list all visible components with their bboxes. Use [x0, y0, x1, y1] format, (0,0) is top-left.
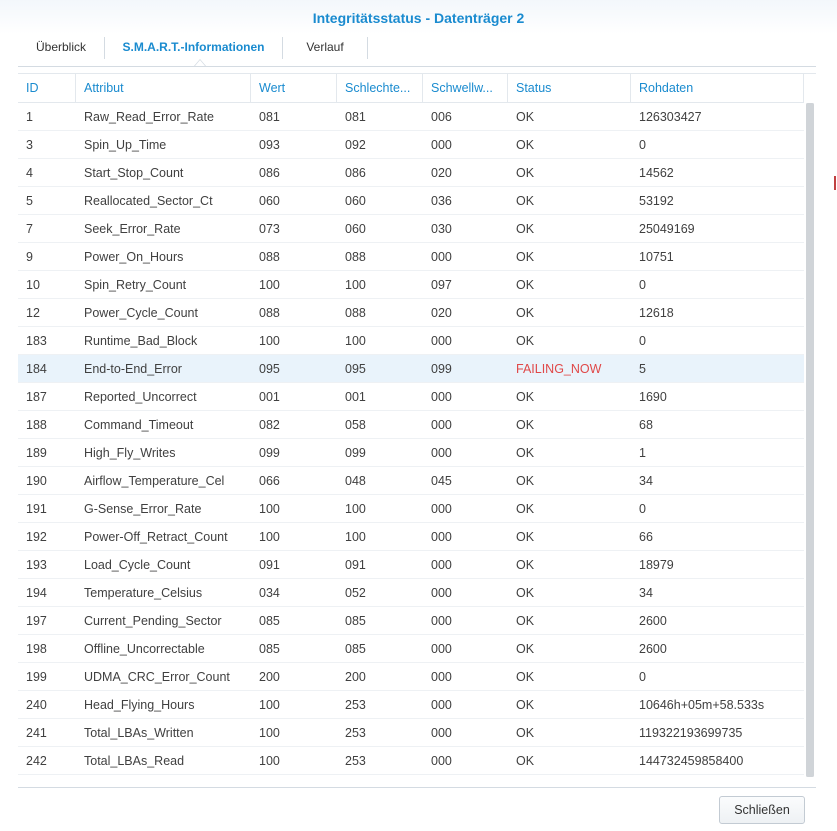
column-header-threshold[interactable]: Schwellw...: [423, 74, 508, 102]
window-edge-marker: [834, 176, 836, 190]
cell-status: OK: [516, 166, 535, 180]
cell-attribute: Power_Cycle_Count: [84, 306, 198, 320]
cell-value: 095: [259, 362, 280, 376]
cell-raw-data: 18979: [639, 558, 674, 572]
cell-threshold: 000: [431, 726, 452, 740]
cell-threshold: 020: [431, 306, 452, 320]
cell-threshold: 000: [431, 698, 452, 712]
table-row[interactable]: [18, 439, 804, 467]
cell-status: OK: [516, 250, 535, 264]
cell-id: 194: [26, 586, 47, 600]
cell-status: OK: [516, 446, 535, 460]
cell-raw-data: 144732459858400: [639, 754, 744, 768]
cell-threshold: 000: [431, 446, 452, 460]
table-row[interactable]: [18, 467, 804, 495]
cell-status: OK: [516, 278, 535, 292]
cell-threshold: 000: [431, 502, 452, 516]
cell-raw-data: 0: [639, 278, 646, 292]
cell-raw-data: 119322193699735: [639, 726, 743, 740]
tab-separator: [367, 37, 368, 59]
cell-raw-data: 10751: [639, 250, 674, 264]
active-tab-indicator: [194, 59, 206, 66]
cell-attribute: Temperature_Celsius: [84, 586, 203, 600]
cell-attribute: Power_On_Hours: [84, 250, 184, 264]
cell-attribute: Total_LBAs_Read: [84, 754, 185, 768]
cell-attribute: Offline_Uncorrectable: [84, 642, 205, 656]
cell-id: 190: [26, 474, 47, 488]
cell-worst: 086: [345, 166, 366, 180]
cell-id: 183: [26, 334, 47, 348]
cell-threshold: 000: [431, 670, 452, 684]
cell-threshold: 000: [431, 250, 452, 264]
cell-threshold: 099: [431, 362, 452, 376]
column-header-raw-data[interactable]: Rohdaten: [631, 74, 804, 102]
vertical-scrollbar[interactable]: [806, 103, 814, 777]
cell-raw-data: 12618: [639, 306, 674, 320]
cell-worst: 048: [345, 474, 366, 488]
cell-status: OK: [516, 530, 535, 544]
table-row[interactable]: [18, 495, 804, 523]
column-header-status[interactable]: Status: [508, 74, 631, 102]
cell-attribute: Spin_Up_Time: [84, 138, 167, 152]
cell-status: OK: [516, 306, 535, 320]
cell-raw-data: 53192: [639, 194, 674, 208]
cell-id: 199: [26, 670, 47, 684]
cell-raw-data: 126303427: [639, 110, 702, 124]
cell-threshold: 000: [431, 334, 452, 348]
cell-worst: 099: [345, 446, 366, 460]
table-row[interactable]: [18, 747, 804, 775]
cell-worst: 088: [345, 250, 366, 264]
table-row[interactable]: [18, 579, 804, 607]
cell-value: 100: [259, 334, 280, 348]
cell-value: 073: [259, 222, 280, 236]
table-row[interactable]: [18, 411, 804, 439]
cell-worst: 100: [345, 278, 366, 292]
cell-status: OK: [516, 614, 535, 628]
cell-status: OK: [516, 754, 535, 768]
cell-value: 100: [259, 698, 280, 712]
cell-worst: 081: [345, 110, 366, 124]
cell-attribute: Command_Timeout: [84, 418, 194, 432]
cell-value: 100: [259, 278, 280, 292]
close-button[interactable]: Schließen: [719, 796, 805, 824]
cell-id: 4: [26, 166, 33, 180]
cell-worst: 001: [345, 390, 366, 404]
table-row[interactable]: [18, 635, 804, 663]
cell-id: 192: [26, 530, 47, 544]
cell-id: 1: [26, 110, 33, 124]
cell-raw-data: 1: [639, 446, 646, 460]
cell-attribute: Reallocated_Sector_Ct: [84, 194, 213, 208]
cell-threshold: 020: [431, 166, 452, 180]
cell-worst: 100: [345, 334, 366, 348]
cell-threshold: 006: [431, 110, 452, 124]
cell-status: OK: [516, 222, 535, 236]
cell-threshold: 000: [431, 418, 452, 432]
cell-attribute: Runtime_Bad_Block: [84, 334, 198, 348]
cell-value: 086: [259, 166, 280, 180]
table-row[interactable]: [18, 663, 804, 691]
cell-id: 9: [26, 250, 33, 264]
cell-threshold: 000: [431, 586, 452, 600]
cell-worst: 091: [345, 558, 366, 572]
cell-status: FAILING_NOW: [516, 362, 602, 376]
cell-worst: 088: [345, 306, 366, 320]
table-row[interactable]: [18, 159, 804, 187]
column-header-value[interactable]: Wert: [251, 74, 337, 102]
cell-id: 193: [26, 558, 47, 572]
cell-value: 100: [259, 502, 280, 516]
table-header: [18, 74, 804, 103]
table-row[interactable]: [18, 187, 804, 215]
cell-status: OK: [516, 558, 535, 572]
cell-threshold: 030: [431, 222, 452, 236]
cell-raw-data: 2600: [639, 614, 667, 628]
cell-raw-data: 25049169: [639, 222, 695, 236]
cell-status: OK: [516, 138, 535, 152]
cell-raw-data: 34: [639, 586, 653, 600]
table-row[interactable]: [18, 691, 804, 719]
cell-attribute: Raw_Read_Error_Rate: [84, 110, 214, 124]
cell-value: 093: [259, 138, 280, 152]
cell-attribute: Head_Flying_Hours: [84, 698, 195, 712]
cell-id: 198: [26, 642, 47, 656]
cell-value: 091: [259, 558, 280, 572]
cell-attribute: UDMA_CRC_Error_Count: [84, 670, 230, 684]
cell-worst: 085: [345, 614, 366, 628]
cell-threshold: 000: [431, 754, 452, 768]
cell-id: 241: [26, 726, 47, 740]
tab-overview[interactable]: Überblick: [35, 40, 86, 54]
cell-raw-data: 1690: [639, 390, 667, 404]
cell-attribute: Total_LBAs_Written: [84, 726, 194, 740]
cell-status: OK: [516, 334, 535, 348]
cell-attribute: High_Fly_Writes: [84, 446, 176, 460]
cell-id: 7: [26, 222, 33, 236]
tab-smart-information[interactable]: S.M.A.R.T.-Informationen: [122, 40, 265, 54]
cell-value: 081: [259, 110, 280, 124]
cell-id: 240: [26, 698, 47, 712]
cell-raw-data: 0: [639, 334, 646, 348]
cell-threshold: 000: [431, 138, 452, 152]
cell-attribute: Spin_Retry_Count: [84, 278, 187, 292]
cell-raw-data: 0: [639, 138, 646, 152]
cell-worst: 085: [345, 642, 366, 656]
table-row[interactable]: [18, 383, 804, 411]
cell-worst: 100: [345, 530, 366, 544]
footer-divider: [18, 787, 816, 788]
window-title: Integritätsstatus - Datenträger 2: [0, 0, 837, 34]
cell-raw-data: 0: [639, 670, 646, 684]
cell-id: 3: [26, 138, 33, 152]
cell-threshold: 045: [431, 474, 452, 488]
table-row[interactable]: [18, 327, 804, 355]
cell-id: 12: [26, 306, 40, 320]
table-row[interactable]: [18, 215, 804, 243]
cell-value: 088: [259, 306, 280, 320]
column-header-id[interactable]: ID: [18, 74, 76, 102]
cell-worst: 100: [345, 502, 366, 516]
cell-raw-data: 5: [639, 362, 646, 376]
cell-worst: 200: [345, 670, 366, 684]
cell-threshold: 000: [431, 558, 452, 572]
cell-value: 066: [259, 474, 280, 488]
table-body: [18, 103, 804, 775]
cell-status: OK: [516, 502, 535, 516]
cell-value: 001: [259, 390, 280, 404]
cell-attribute: Current_Pending_Sector: [84, 614, 222, 628]
cell-status: OK: [516, 194, 535, 208]
cell-worst: 253: [345, 754, 366, 768]
table-row[interactable]: [18, 523, 804, 551]
cell-attribute: Seek_Error_Rate: [84, 222, 181, 236]
cell-id: 189: [26, 446, 47, 460]
cell-threshold: 036: [431, 194, 452, 208]
cell-attribute: G-Sense_Error_Rate: [84, 502, 202, 516]
table-row[interactable]: [18, 551, 804, 579]
cell-worst: 052: [345, 586, 366, 600]
cell-attribute: Load_Cycle_Count: [84, 558, 191, 572]
cell-raw-data: 66: [639, 530, 653, 544]
table-row[interactable]: [18, 131, 804, 159]
cell-attribute: Power-Off_Retract_Count: [84, 530, 228, 544]
cell-status: OK: [516, 474, 535, 488]
cell-id: 188: [26, 418, 47, 432]
cell-raw-data: 2600: [639, 642, 667, 656]
cell-raw-data: 68: [639, 418, 653, 432]
tab-history[interactable]: Verlauf: [306, 40, 344, 54]
table-row[interactable]: [18, 719, 804, 747]
cell-status: OK: [516, 698, 535, 712]
cell-threshold: 000: [431, 390, 452, 404]
cell-status: OK: [516, 418, 535, 432]
cell-value: 085: [259, 642, 280, 656]
cell-worst: 092: [345, 138, 366, 152]
cell-worst: 253: [345, 698, 366, 712]
cell-value: 099: [259, 446, 280, 460]
cell-id: 10: [26, 278, 40, 292]
cell-worst: 060: [345, 222, 366, 236]
cell-value: 100: [259, 726, 280, 740]
table-row[interactable]: [18, 607, 804, 635]
cell-attribute: Start_Stop_Count: [84, 166, 184, 180]
cell-value: 088: [259, 250, 280, 264]
cell-status: OK: [516, 110, 535, 124]
cell-threshold: 000: [431, 614, 452, 628]
cell-threshold: 000: [431, 642, 452, 656]
cell-status: OK: [516, 586, 535, 600]
cell-status: OK: [516, 726, 535, 740]
cell-value: 060: [259, 194, 280, 208]
table-row[interactable]: [18, 271, 804, 299]
cell-value: 200: [259, 670, 280, 684]
cell-id: 184: [26, 362, 47, 376]
cell-threshold: 097: [431, 278, 452, 292]
cell-raw-data: 0: [639, 502, 646, 516]
table-row[interactable]: [18, 243, 804, 271]
cell-raw-data: 10646h+05m+58.533s: [639, 698, 765, 712]
cell-worst: 060: [345, 194, 366, 208]
table-row[interactable]: [18, 355, 804, 383]
cell-worst: 253: [345, 726, 366, 740]
cell-value: 100: [259, 530, 280, 544]
table-row[interactable]: [18, 103, 804, 131]
smart-table: [18, 73, 816, 777]
cell-id: 187: [26, 390, 47, 404]
cell-id: 197: [26, 614, 47, 628]
cell-attribute: End-to-End_Error: [84, 362, 182, 376]
scrollbar-thumb[interactable]: [806, 103, 814, 777]
cell-worst: 058: [345, 418, 366, 432]
cell-attribute: Airflow_Temperature_Cel: [84, 474, 225, 488]
cell-value: 034: [259, 586, 280, 600]
table-row[interactable]: [18, 299, 804, 327]
cell-status: OK: [516, 670, 535, 684]
cell-value: 082: [259, 418, 280, 432]
cell-value: 085: [259, 614, 280, 628]
cell-id: 242: [26, 754, 47, 768]
cell-attribute: Reported_Uncorrect: [84, 390, 197, 404]
column-header-worst[interactable]: Schlechte...: [337, 74, 423, 102]
cell-id: 5: [26, 194, 33, 208]
cell-id: 191: [26, 502, 47, 516]
cell-value: 100: [259, 754, 280, 768]
tab-bar: [18, 34, 816, 67]
column-header-attribute[interactable]: Attribut: [76, 74, 251, 102]
cell-threshold: 000: [431, 530, 452, 544]
cell-raw-data: 34: [639, 474, 653, 488]
cell-status: OK: [516, 390, 535, 404]
cell-raw-data: 14562: [639, 166, 674, 180]
cell-status: OK: [516, 642, 535, 656]
cell-worst: 095: [345, 362, 366, 376]
